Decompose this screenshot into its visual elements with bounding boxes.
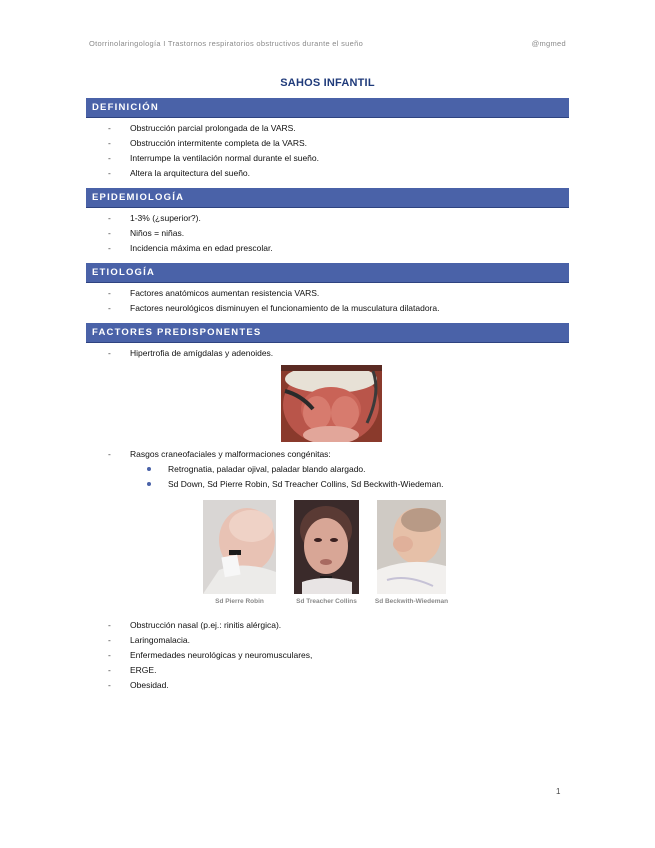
list-item [0,678,655,693]
bullet-dot [147,482,151,486]
section-heading-epidemiologia: EPIDEMIOLOGÍA [86,188,569,208]
bullet-dash: - [108,348,111,358]
bullet-dash: - [108,153,111,163]
list-item [0,136,655,151]
list-item-text: Factores anatómicos aumentan resistencia VARS. [130,288,320,298]
list-item-text: Laringomalacia. [130,635,191,645]
list-item-text: Hipertrofia de amígdalas y adenoides. [130,348,274,358]
tonsil-hypertrophy-photo [281,365,382,442]
page-title: SAHOS INFANTIL [280,77,375,89]
header-course-title: Otorrinolaringología I Trastornos respiratorios obstructivos durante el sueño [89,39,364,48]
list-item [0,151,655,166]
etiologia-list [0,286,655,316]
section-heading-factores: FACTORES PREDISPONENTES [86,323,569,343]
list-item [0,211,655,226]
treacher-collins-photo [294,500,359,594]
section-heading-etiologia: ETIOLOGÍA [86,263,569,283]
bullet-dash: - [108,243,111,253]
caption-treacher-collins: Sd Treacher Collins [296,598,357,605]
list-item [0,301,655,316]
sub-list-item-text: Retrognatia, paladar ojival, paladar blando alargado. [168,464,366,474]
bullet-dot [147,467,151,471]
bullet-dash: - [108,620,111,630]
list-item [0,663,655,678]
list-item [0,633,655,648]
bullet-dash: - [108,228,111,238]
list-item [0,226,655,241]
craneofacial-sublist [0,462,655,492]
list-item-text: Interrumpe la ventilación normal durante el sueño. [130,153,319,163]
bullet-dash: - [108,288,111,298]
bullet-dash: - [108,449,111,459]
list-item [0,346,655,361]
bullet-dash: - [108,138,111,148]
list-item-text: Incidencia máxima en edad prescolar. [130,243,273,253]
list-item [0,241,655,256]
bullet-dash: - [108,635,111,645]
pierre-robin-photo [203,500,276,594]
list-item [0,447,655,462]
section-heading-definicion: DEFINICIÓN [86,98,569,118]
list-item-text: Obesidad. [130,680,169,690]
sub-list-item [0,477,655,492]
definicion-list [0,121,655,181]
bullet-dash: - [108,650,111,660]
bullet-dash: - [108,680,111,690]
caption-pierre-robin: Sd Pierre Robin [215,598,264,605]
factores-list-a [0,346,655,361]
list-item-text: Niños = niñas. [130,228,185,238]
factores-list-b [0,447,655,462]
epidemiologia-list [0,211,655,256]
list-item-text: Obstrucción parcial prolongada de la VARS. [130,123,296,133]
list-item-text: Enfermedades neurológicas y neuromusculares, [130,650,313,660]
sub-list-item-text: Sd Down, Sd Pierre Robin, Sd Treacher Collins, Sd Beckwith-Wiedeman. [168,479,444,489]
list-item-text: Factores neurológicos disminuyen el funcionamiento de la musculatura dilatadora. [130,303,440,313]
bullet-dash: - [108,303,111,313]
sub-list-item [0,462,655,477]
beckwith-wiedeman-photo [377,500,446,594]
list-item [0,618,655,633]
list-item [0,121,655,136]
bullet-dash: - [108,213,111,223]
page-number: 1 [556,787,561,796]
list-item-text: Obstrucción nasal (p.ej.: rinitis alérgica). [130,620,282,630]
list-item [0,286,655,301]
header-author: @mgmed [531,39,566,48]
list-item-text: Rasgos craneofaciales y malformaciones congénitas: [130,449,331,459]
bullet-dash: - [108,665,111,675]
list-item-text: 1-3% (¿superior?). [130,213,201,223]
running-header [89,39,566,51]
bullet-dash: - [108,123,111,133]
factores-list-c [0,618,655,693]
list-item-text: Obstrucción intermitente completa de la VARS. [130,138,308,148]
list-item-text: ERGE. [130,665,157,675]
caption-beckwith-wiedeman: Sd Beckwith-Wiedeman [374,598,449,605]
list-item-text: Altera la arquitectura del sueño. [130,168,251,178]
bullet-dash: - [108,168,111,178]
list-item [0,166,655,181]
list-item [0,648,655,663]
